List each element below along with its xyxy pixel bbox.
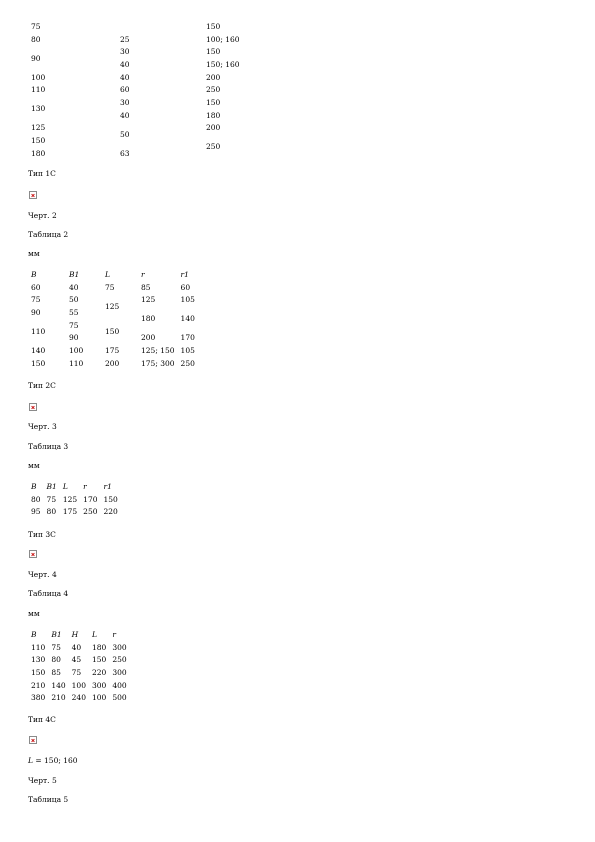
t1-c1-r9: 180 <box>31 149 46 158</box>
t1-c1-r8: 150 <box>31 136 46 145</box>
table-cell: 90 <box>69 333 79 343</box>
table-cell: 175 <box>105 345 120 355</box>
table-cell: 55 <box>69 307 79 317</box>
t1-c1-r2: 80 <box>31 35 41 44</box>
table-cell: 150 <box>103 494 118 504</box>
t1-c3-r10: 250 <box>206 142 221 151</box>
table-cell: 100 <box>91 693 107 703</box>
table-cell: 85 <box>51 667 61 677</box>
t1-c1-r5: 110 <box>31 85 46 94</box>
t1-c3-r3: 150 <box>206 47 221 56</box>
col-header-b1: B1 <box>69 269 80 279</box>
col-header-b: B <box>31 481 37 491</box>
col-header-h: H <box>71 629 79 639</box>
t1-c3-r1: 150 <box>206 22 221 31</box>
table-cell: 300 <box>112 667 127 677</box>
t1-c2-r8: 50 <box>120 130 130 139</box>
t1-c3-r7: 150 <box>206 98 221 107</box>
t1-c3-r5: 200 <box>206 73 221 82</box>
table-cell: 125; 150 <box>141 345 175 355</box>
col-header-b1: B1 <box>46 481 57 491</box>
table-cell: 200 <box>141 333 156 343</box>
t1-c2-r2: 30 <box>120 47 130 56</box>
table-row <box>28 293 198 306</box>
drawing-caption: Черт. 2 <box>28 211 57 220</box>
table-cell: 210 <box>51 693 66 703</box>
table-row <box>28 666 130 679</box>
table-row <box>28 653 130 666</box>
table-header-row <box>28 268 198 281</box>
type-heading: Тип 3С <box>28 530 56 539</box>
table-cell: 60 <box>180 282 191 292</box>
table-row <box>28 691 130 704</box>
table-cell: 45 <box>71 655 82 665</box>
drawing-caption: Черт. 3 <box>28 422 57 431</box>
table-cell: 80 <box>31 494 41 504</box>
table-cell: 250 <box>180 358 195 368</box>
table-row <box>28 641 130 654</box>
table-cell: 125 <box>105 301 120 311</box>
formula-variable: L <box>28 756 33 765</box>
unit-label: мм <box>28 461 40 470</box>
t1-c2-r5: 60 <box>120 85 130 94</box>
unit-label: мм <box>28 609 40 618</box>
table-cell: 110 <box>31 326 46 336</box>
table-row <box>28 505 121 518</box>
t1-c2-r6: 30 <box>120 98 130 107</box>
table-cell: 220 <box>103 507 118 517</box>
col-header-r: r <box>83 481 87 491</box>
table-cell: 75 <box>51 642 61 652</box>
table-cell: 80 <box>51 655 61 665</box>
table-caption: Таблица 3 <box>28 442 69 451</box>
t1-c1-r6: 130 <box>31 104 46 113</box>
table-header-row <box>28 480 121 493</box>
table-cell: 150 <box>91 655 107 665</box>
t1-c1-r7: 125 <box>31 123 46 132</box>
col-header-l: L <box>105 269 110 279</box>
table-cell: 300 <box>91 680 107 690</box>
table-cell: 150 <box>105 326 120 336</box>
t1-c3-r6: 250 <box>206 85 221 94</box>
t1-c1-r3: 90 <box>31 54 41 63</box>
table-cell: 500 <box>112 693 127 703</box>
unit-label: мм <box>28 249 40 258</box>
table-cell: 210 <box>31 680 46 690</box>
table-cell: 105 <box>180 295 195 305</box>
formula-value: = 150; 160 <box>32 756 78 765</box>
table-header-row <box>28 628 130 641</box>
table-cell: 140 <box>31 345 46 355</box>
broken-image-icon <box>29 550 37 558</box>
table-cell: 85 <box>141 282 151 292</box>
table-row <box>28 679 130 692</box>
table-row <box>28 281 198 294</box>
t1-c2-r7: 40 <box>120 111 130 120</box>
table-caption: Таблица 4 <box>28 589 69 598</box>
table-cell: 110 <box>69 358 84 368</box>
col-header-r1: r1 <box>103 481 112 491</box>
t1-c3-r2: 100; 160 <box>206 35 240 44</box>
table-4 <box>28 628 130 704</box>
table-cell: 75 <box>71 667 82 677</box>
col-header-l: L <box>62 481 68 491</box>
table-cell: 105 <box>180 345 195 355</box>
table-row <box>28 344 198 357</box>
table-cell: 150 <box>31 358 46 368</box>
t1-c3-r8: 180 <box>206 111 221 120</box>
table-cell: 100 <box>71 680 86 690</box>
table-cell: 40 <box>71 642 82 652</box>
t1-c1-r4: 100 <box>31 73 46 82</box>
col-header-l: L <box>91 629 97 639</box>
broken-image-icon <box>29 403 37 411</box>
t1-c2-r1: 25 <box>120 35 130 44</box>
drawing-caption: Черт. 4 <box>28 570 57 579</box>
t1-c3-r9: 200 <box>206 123 221 132</box>
broken-image-icon <box>29 191 37 199</box>
table-cell: 150 <box>31 667 46 677</box>
col-header-r: r <box>141 269 145 279</box>
table-cell: 220 <box>91 667 107 677</box>
table-cell: 100 <box>69 345 84 355</box>
table-2 <box>28 268 198 370</box>
type-heading: Тип 1С <box>28 169 56 178</box>
table-cell: 40 <box>69 282 79 292</box>
type-heading: Тип 2С <box>28 381 56 390</box>
table-cell: 400 <box>112 680 127 690</box>
table-cell: 60 <box>31 282 41 292</box>
table-cell: 180 <box>141 314 156 324</box>
table-row <box>28 493 121 506</box>
table-cell: 110 <box>31 642 46 652</box>
col-header-b: B <box>31 269 37 279</box>
drawing-caption: Черт. 5 <box>28 776 57 785</box>
t1-c1-r1: 75 <box>31 22 41 31</box>
table-cell: 170 <box>180 333 195 343</box>
table-cell: 130 <box>31 655 46 665</box>
broken-image-icon <box>29 736 37 744</box>
table-caption: Таблица 2 <box>28 230 69 239</box>
table-cell: 175 <box>62 507 78 517</box>
col-header-r1: r1 <box>180 269 189 279</box>
t1-c2-r3: 40 <box>120 60 130 69</box>
table-cell: 250 <box>83 507 98 517</box>
table-cell: 90 <box>31 307 41 317</box>
table-cell: 125 <box>62 494 78 504</box>
table-cell: 175; 300 <box>141 358 175 368</box>
table-cell: 75 <box>31 295 41 305</box>
table-cell: 75 <box>69 320 79 330</box>
formula-line <box>28 757 78 765</box>
table-cell: 250 <box>112 655 127 665</box>
table-cell: 200 <box>105 358 120 368</box>
table-cell: 75 <box>105 282 115 292</box>
table-cell: 125 <box>141 295 156 305</box>
col-header-b1: B1 <box>51 629 62 639</box>
table-cell: 50 <box>69 295 79 305</box>
table-cell: 380 <box>31 693 46 703</box>
t1-c2-r9: 63 <box>120 149 130 158</box>
type-heading: Тип 4С <box>28 715 56 724</box>
table-caption: Таблица 5 <box>28 795 69 804</box>
table-cell: 240 <box>71 693 86 703</box>
table-cell: 170 <box>83 494 98 504</box>
t1-c2-r4: 40 <box>120 73 130 82</box>
table-cell: 300 <box>112 642 127 652</box>
table-row <box>28 357 198 370</box>
table-cell: 75 <box>46 494 57 504</box>
table-cell: 140 <box>51 680 66 690</box>
table-cell: 180 <box>91 642 107 652</box>
col-header-r: r <box>112 629 116 639</box>
table-cell: 140 <box>180 314 195 324</box>
t1-c3-r4: 150; 160 <box>206 60 240 69</box>
col-header-b: B <box>31 629 37 639</box>
table-cell: 95 <box>31 507 41 517</box>
table-3 <box>28 480 121 518</box>
table-cell: 80 <box>46 507 57 517</box>
